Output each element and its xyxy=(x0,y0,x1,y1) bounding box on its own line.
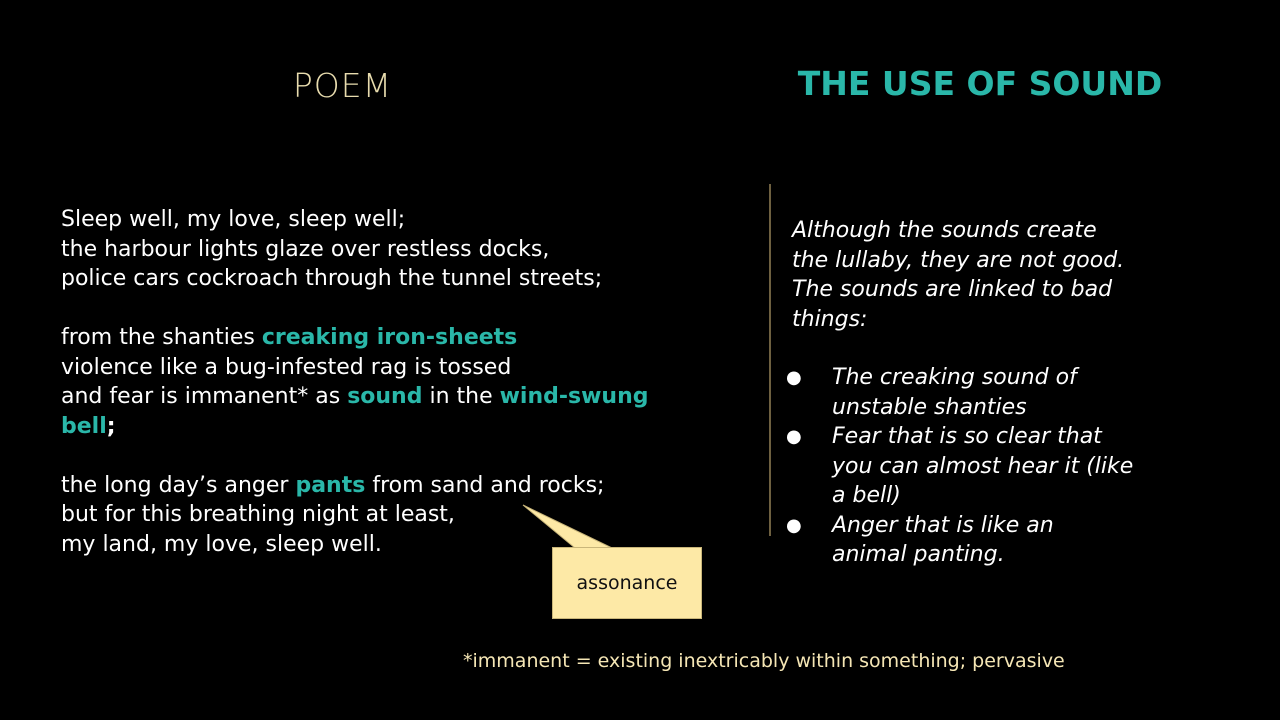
bullet-line: you can almost hear it (like xyxy=(832,453,1134,479)
bullet-item xyxy=(786,422,1186,511)
assonance-callout xyxy=(552,547,702,619)
stanza-gap xyxy=(61,294,741,324)
column-divider xyxy=(769,184,771,536)
bullet-dot-icon: ● xyxy=(786,367,802,388)
bullet-dot-icon: ● xyxy=(786,514,802,536)
poem-text xyxy=(61,205,741,559)
poem-text-run: from the shanties xyxy=(61,325,262,350)
analysis-line: the lullaby, they are not good. xyxy=(792,247,1125,273)
analysis-bullet-list xyxy=(786,363,1186,570)
poem-line: my land, my love, sleep well. xyxy=(61,531,382,557)
poem-text-run: and fear is immanent* as xyxy=(61,384,348,409)
poem-line: violence like a bug-infested rag is tossed xyxy=(61,354,512,380)
poem-line: the harbour lights glaze over restless docks, xyxy=(61,236,550,262)
poem-punctuation: ; xyxy=(106,413,116,439)
sound-word-highlight: bell xyxy=(61,413,107,439)
sound-heading: THE USE OF SOUND xyxy=(797,64,1163,103)
poem-line xyxy=(61,471,741,501)
bullet-line: Fear that is so clear that xyxy=(832,424,1102,449)
sound-word-highlight: pants xyxy=(295,472,366,498)
bullet-item xyxy=(786,363,1186,422)
bullet-dot-icon: ● xyxy=(786,426,802,447)
bullet-line: unstable shanties xyxy=(832,394,1027,420)
sound-word-highlight: creaking iron-sheets xyxy=(261,325,518,350)
sound-word-highlight: wind-swung xyxy=(499,384,649,409)
poem-text-run: from sand and rocks; xyxy=(365,472,605,498)
analysis-line: The sounds are linked to bad xyxy=(792,277,1113,302)
poem-line: police cars cockroach through the tunnel streets; xyxy=(61,266,603,291)
bullet-line: Anger that is like an xyxy=(832,512,1054,538)
poem-text-run: the long day’s anger xyxy=(61,472,296,498)
analysis-line: Although the sounds create xyxy=(792,218,1097,243)
analysis-line: things: xyxy=(792,306,868,332)
poem-text-run: in the xyxy=(422,384,500,409)
callout-label: assonance xyxy=(576,572,678,594)
poem-line: Sleep well, my love, sleep well; xyxy=(61,207,406,232)
analysis-intro xyxy=(792,216,1182,334)
poem-line xyxy=(61,382,741,412)
stanza-gap xyxy=(61,441,741,471)
poem-line: but for this breathing night at least, xyxy=(61,502,455,527)
bullet-item xyxy=(786,511,1186,570)
bullet-line: a bell) xyxy=(832,483,901,508)
poem-line xyxy=(61,412,741,442)
bullet-line: The creaking sound of xyxy=(832,365,1077,390)
poem-heading: POEM xyxy=(292,66,393,105)
poem-line xyxy=(61,323,741,353)
sound-word-highlight: sound xyxy=(347,384,423,409)
bullet-line: animal panting. xyxy=(832,542,1005,567)
footnote: *immanent = existing inextricably within something; pervasive xyxy=(463,650,1065,672)
